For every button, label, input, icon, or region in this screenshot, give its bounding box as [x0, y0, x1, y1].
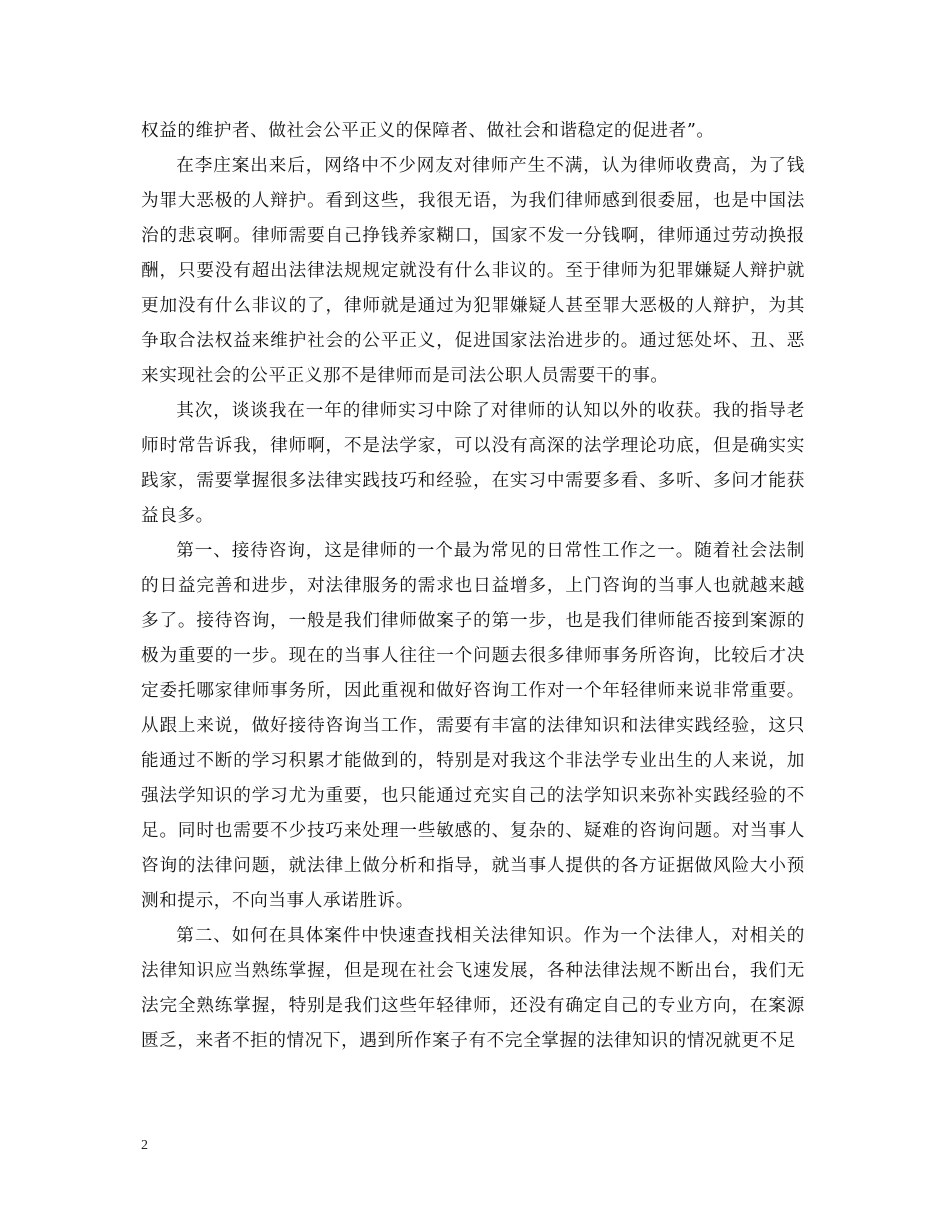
paragraph-second-legal-research: 第二、如何在具体案件中快速查找相关法律知识。作为一个法律人，对相关的法律知识应当熟练掌握，但是现在社会飞速发展，各种法律法规不断出台，我们无法完全熟练掌握，特别是我们这些年轻律师，还没有确定自己的专业方向，在案源匮乏，来者不拒的情况下，遇到所作案子有不完全掌握的法律知识的情况就更不足: [141, 926, 805, 1051]
paragraph-internship-gains: 其次，谈谈我在一年的律师实习中除了对律师的认知以外的收获。我的指导老师时常告诉我，律师啊，不是法学家，可以没有高深的法学理论功底，但是确实实践家，需要掌握很多法律实践技巧和经验，在实习中需要多看、多听、多问才能获益良多。: [141, 401, 805, 526]
document-body: [141, 114, 805, 1059]
page-number: 2: [141, 1138, 148, 1153]
paragraph-first-consultation: 第一、接待咨询，这是律师的一个最为常见的日常性工作之一。随着社会法制的日益完善和进步，对法律服务的需求也日益增多，上门咨询的当事人也就越来越多了。接待咨询，一般是我们律师做案子的第一步，也是我们律师能否接到案源的极为重要的一步。现在的当事人往往一个问题去很多律师事务所咨询，比较后才决定委托哪家律师事务所，因此重视和做好咨询工作对一个年轻律师来说非常重要。从跟上来说，做好接待咨询当工作，需要有丰富的法律知识和法律实践经验，这只能通过不断的学习积累才能做到的，特别是对我这个非法学专业出生的人来说，加强法学知识的学习尤为重要，也只能通过充实自己的法学知识来弥补实践经验的不足。同时也需要不少技巧来处理一些敏感的、复杂的、疑难的咨询问题。对当事人咨询的法律问题，就法律上做分析和指导，就当事人提供的各方证据做风险大小预测和提示，不向当事人承诺胜诉。: [141, 541, 805, 911]
paragraph-continuation: 权益的维护者、做社会公平正义的保障者、做社会和谐稳定的促进者”。: [141, 121, 715, 141]
paragraph-li-zhuang-case: 在李庄案出来后，网络中不少网友对律师产生不满，认为律师收费高，为了钱为罪大恶极的人辩护。看到这些，我很无语，为我们律师感到很委屈，也是中国法治的悲哀啊。律师需要自己挣钱养家糊口，国家不发一分钱啊，律师通过劳动换报酬，只要没有超出法律法规规定就没有什么非议的。至于律师为犯罪嫌疑人辩护就更加没有什么非议的了，律师就是通过为犯罪嫌疑人甚至罪大恶极的人辩护，为其争取合法权益来维护社会的公平正义，促进国家法治进步的。通过惩处坏、丑、恶来实现社会的公平正义那不是律师而是司法公职人员需要干的事。: [141, 156, 805, 386]
